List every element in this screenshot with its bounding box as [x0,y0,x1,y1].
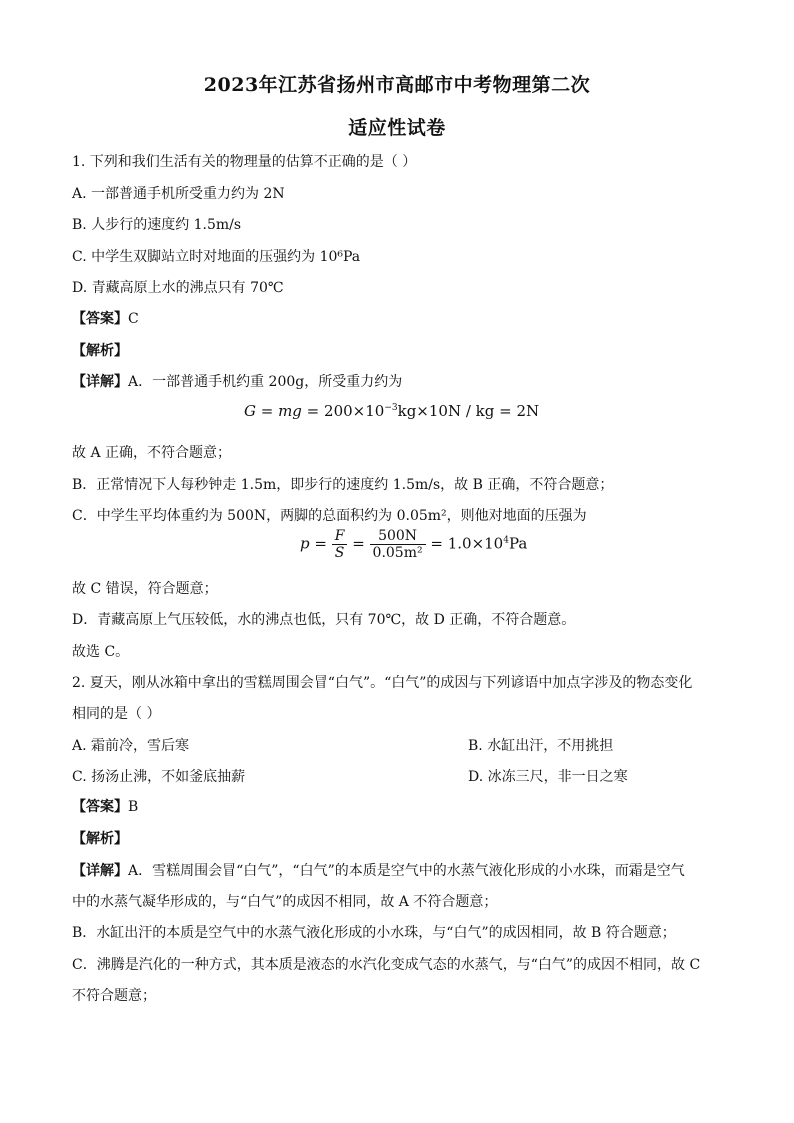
q1-detail-line-5: 故 C 错误，符合题意； [72,581,218,597]
q2-answer-row [72,796,722,816]
q2-detail-line-2: 中的水蒸气凝华形成的，与“白气”的成因不相同，故 A 不符合题意； [72,894,498,910]
q1-option-a: A. 一部普通手机所受重力约为 2N [72,186,285,202]
formula1-exp: −3 [384,403,398,413]
q1-detail-line-7: 故选 C。 [72,644,130,660]
q2-answer-tag: 【答案】 [72,799,128,815]
q1-option-d: D. 青藏高原上水的沸点只有 70℃ [72,280,284,296]
fraction-s: S [334,545,345,561]
formula2-rhs: = 1.0×10 [425,534,504,553]
q1-formula-weight [244,402,539,420]
q1-answer-value: C [128,311,139,327]
q1-detail-row [72,371,722,391]
q1-detail-line-3: B．正常情况下人每秒钟走 1.5m，即步行的速度约 1.5m/s，故 B 正确，不符合题意； [72,477,614,493]
formula1-rhs: kg×10N / kg = 2N [397,402,540,420]
q2-option-d: D. 冰冻三尺，非一日之寒 [468,769,628,785]
exam-title-line1: 2023年江苏省扬州市高邮市中考物理第二次 [203,74,591,96]
q1-answer-row [72,308,722,328]
fraction-values [370,528,426,561]
q1-detail-line-1: A．一部普通手机约重 200g，所受重力约为 [128,374,403,390]
fraction-500n: 500N [370,528,426,545]
q2-option-c: C. 扬汤止沸，不如釜底抽薪 [72,769,246,785]
q1-analysis-tag: 【解析】 [72,343,128,359]
q1-option-b: B. 人步行的速度约 1.5m/s [72,217,242,233]
q1-detail-line-4: C．中学生平均体重约为 500N，两脚的总面积约为 0.05m²，则他对地面的压强为 [72,508,587,524]
q2-option-b: B. 水缸出汗，不用挑担 [468,738,614,754]
q2-detail-line-3: B．水缸出汗的本质是空气中的水蒸气液化形成的小水珠，与“白气”的成因相同，故 B 符合题意； [72,925,676,941]
exam-title-line2: 适应性试卷 [348,117,446,139]
q1-detail-tag: 【详解】 [72,374,128,390]
fraction-area: 0.05m² [372,545,423,561]
q1-detail-line-6: D．青藏高原上气压较低，水的沸点也低，只有 70℃，故 D 正确，不符合题意。 [72,612,576,628]
q1-stem: 1. 下列和我们生活有关的物理量的估算不正确的是（ ） [72,154,417,170]
q1-formula-pressure [300,528,527,561]
q2-detail-tag: 【详解】 [72,863,128,879]
q2-detail-line-1: A．雪糕周围会冒“白气”，“白气”的本质是空气中的水蒸气液化形成的小水珠，而霜是空气 [128,863,685,879]
q2-detail-line-4: C．沸腾是汽化的一种方式，其本质是液态的水汽化变成气态的水蒸气，与“白气”的成因不相同，故 C [72,957,701,973]
formula1-mid: 200×10 [324,402,385,420]
q2-option-a: A. 霜前冷，雪后寒 [72,738,190,754]
formula2-unit: Pa [508,534,528,553]
formula2-exp: 4 [503,535,509,546]
fraction-f: F [332,528,348,545]
q2-stem-line-1: 2. 夏天，刚从冰箱中拿出的雪糕周围会冒“白气”。“白气”的成因与下列谚语中加点字涉及的物态变化 [72,675,693,691]
q1-answer-tag: 【答案】 [72,311,128,327]
formula2-lhs: p = [300,534,332,553]
formula2-eq: = [347,534,370,553]
q2-options-row-2 [72,766,722,786]
q1-detail-line-2: 故 A 正确，不符合题意； [72,445,232,461]
q2-detail-row [72,860,722,880]
q2-detail-line-5: 不符合题意； [72,988,156,1004]
q2-options-row-1 [72,735,722,755]
q1-option-c: C. 中学生双脚站立时对地面的压强约为 10⁶Pa [72,249,361,265]
fraction-f-over-s [332,528,348,561]
q2-answer-value: B [128,799,139,815]
q2-analysis-tag: 【解析】 [72,831,128,847]
formula1-lhs: G = mg = [244,402,325,420]
q2-stem-line-2: 相同的是（ ） [72,706,161,722]
